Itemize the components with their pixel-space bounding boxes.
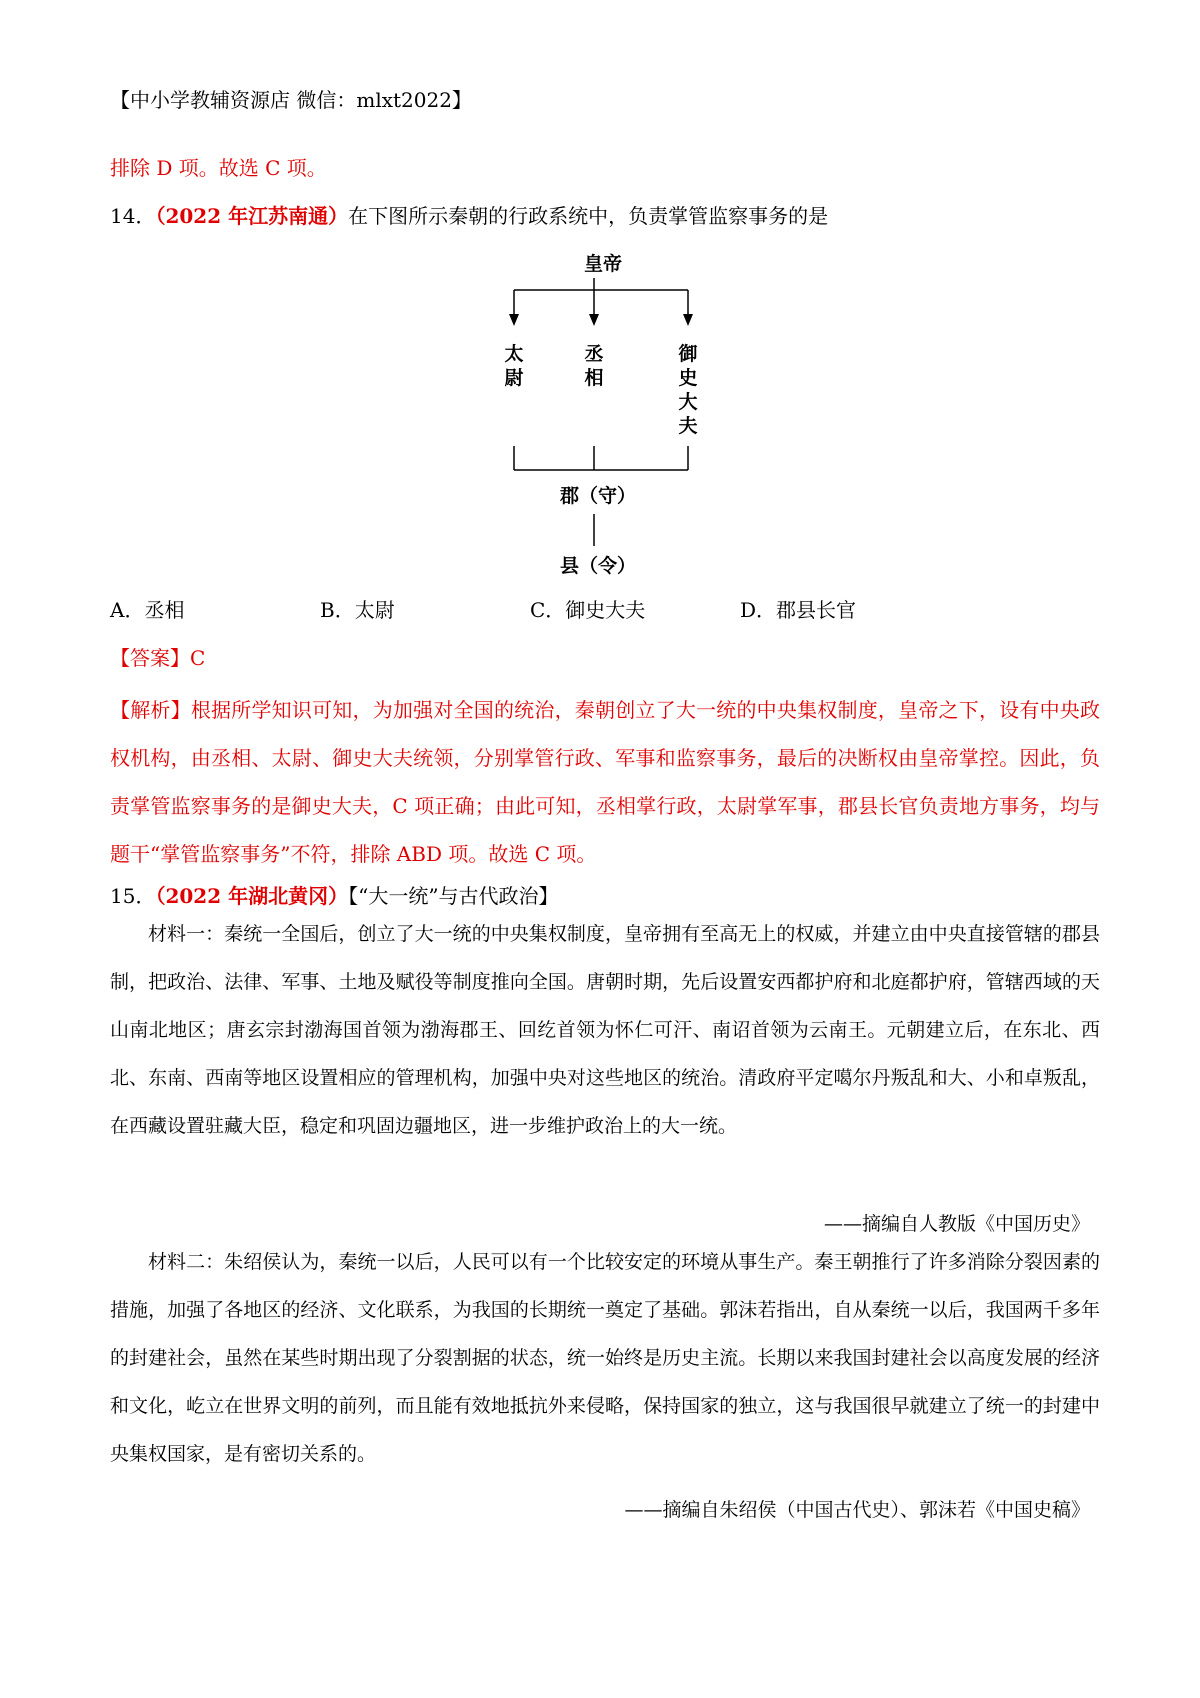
question-text: 在下图所示秦朝的行政系统中，负责掌管监察事务的是 <box>348 204 829 228</box>
material-one: 材料一：秦统一全国后，创立了大一统的中央集权制度，皇帝拥有至高无上的权威，并建立由中央直接管辖的郡县制，把政治、法律、军事、土地及赋役等制度推向全国。唐朝时期，先后设置安西都护府和北庭都护府，管辖西域的天山南北地区；唐玄宗封渤海国首领为渤海郡王、回纥首领为怀仁可汗、南诏首领为云南王。元朝建立后，在东北、西北、东南、西南等地区设置相应的管理机构，加强中央对这些地区的统治。清政府平定噶尔丹叛乱和大、小和卓叛乱，在西藏设置驻藏大臣，稳定和巩固边疆地区，进一步维护政治上的大一统。 <box>110 923 1100 1137</box>
material-one-source: ——摘编自人教版《中国历史》 <box>823 1213 1090 1235</box>
question-number: 14． <box>110 204 156 228</box>
diagram-node-xian: 县（令） <box>559 555 637 577</box>
answer-value: C <box>190 646 206 670</box>
question-title: 【“大一统”与古代政治】 <box>348 884 559 908</box>
answer-line <box>110 644 205 672</box>
diagram-node-yushidafu: 史 <box>678 367 698 389</box>
watermark-header: 【中小学教辅资源店 微信：mlxt2022】 <box>110 88 472 112</box>
previous-answer-tail: 排除 D 项。故选 C 项。 <box>110 156 327 180</box>
question-number: 15． <box>110 884 156 908</box>
diagram-node-chengxiang: 丞 <box>584 343 604 365</box>
option-c: C．御史大夫 <box>530 598 646 622</box>
diagram-node-chengxiang: 相 <box>584 367 604 389</box>
diagram-arrowhead <box>683 314 693 326</box>
diagram-node-yushidafu: 大 <box>678 391 698 413</box>
diagram-node-taiwei: 尉 <box>504 367 524 389</box>
analysis-tag: 【解析】 <box>110 698 191 722</box>
answer-tag: 【答案】 <box>110 646 190 670</box>
question-14-stem <box>110 202 828 230</box>
option-d: D．郡县长官 <box>740 598 857 622</box>
diagram-node-emperor: 皇帝 <box>583 253 623 275</box>
qin-administration-diagram <box>490 244 720 580</box>
diagram-arrowhead <box>509 314 519 326</box>
diagram-arrowhead <box>589 314 599 326</box>
material-two-source: ——摘编自朱绍侯（中国古代史）、郭沫若《中国史稿》 <box>624 1499 1090 1521</box>
question-15-heading <box>110 882 559 910</box>
diagram-node-yushidafu: 御 <box>678 343 698 365</box>
question-source: （2022 年江苏南通） <box>155 204 349 228</box>
diagram-node-jun: 郡（守） <box>559 485 637 507</box>
question-source: （2022 年湖北黄冈） <box>155 884 349 908</box>
option-a: A．丞相 <box>110 598 185 622</box>
option-b: B．太尉 <box>320 598 395 622</box>
diagram-node-taiwei: 太 <box>504 343 524 365</box>
analysis-paragraph <box>110 686 1100 878</box>
analysis-text: 根据所学知识可知，为加强对全国的统治，秦朝创立了大一统的中央集权制度，皇帝之下，设有中央政权机构，由丞相、太尉、御史大夫统领，分别掌管行政、军事和监察事务，最后的决断权由皇帝掌控。因此，负责掌管监察事务的是御史大夫，C 项正确；由此可知，丞相掌行政，太尉掌军事，郡县长官负责地方事务，均与题干“掌管监察事务”不符，排除 ABD 项。故选 C 项。 <box>110 698 1101 866</box>
material-two: 材料二：朱绍侯认为，秦统一以后，人民可以有一个比较安定的环境从事生产。秦王朝推行了许多消除分裂因素的措施，加强了各地区的经济、文化联系，为我国的长期统一奠定了基础。郭沫若指出，自从秦统一以后，我国两千多年的封建社会，虽然在某些时期出现了分裂割据的状态，统一始终是历史主流。长期以来我国封建社会以高度发展的经济和文化，屹立在世界文明的前列，而且能有效地抵抗外来侵略，保持国家的独立，这与我国很早就建立了统一的封建中央集权国家，是有密切关系的。 <box>110 1251 1100 1465</box>
diagram-node-yushidafu: 夫 <box>678 415 698 437</box>
